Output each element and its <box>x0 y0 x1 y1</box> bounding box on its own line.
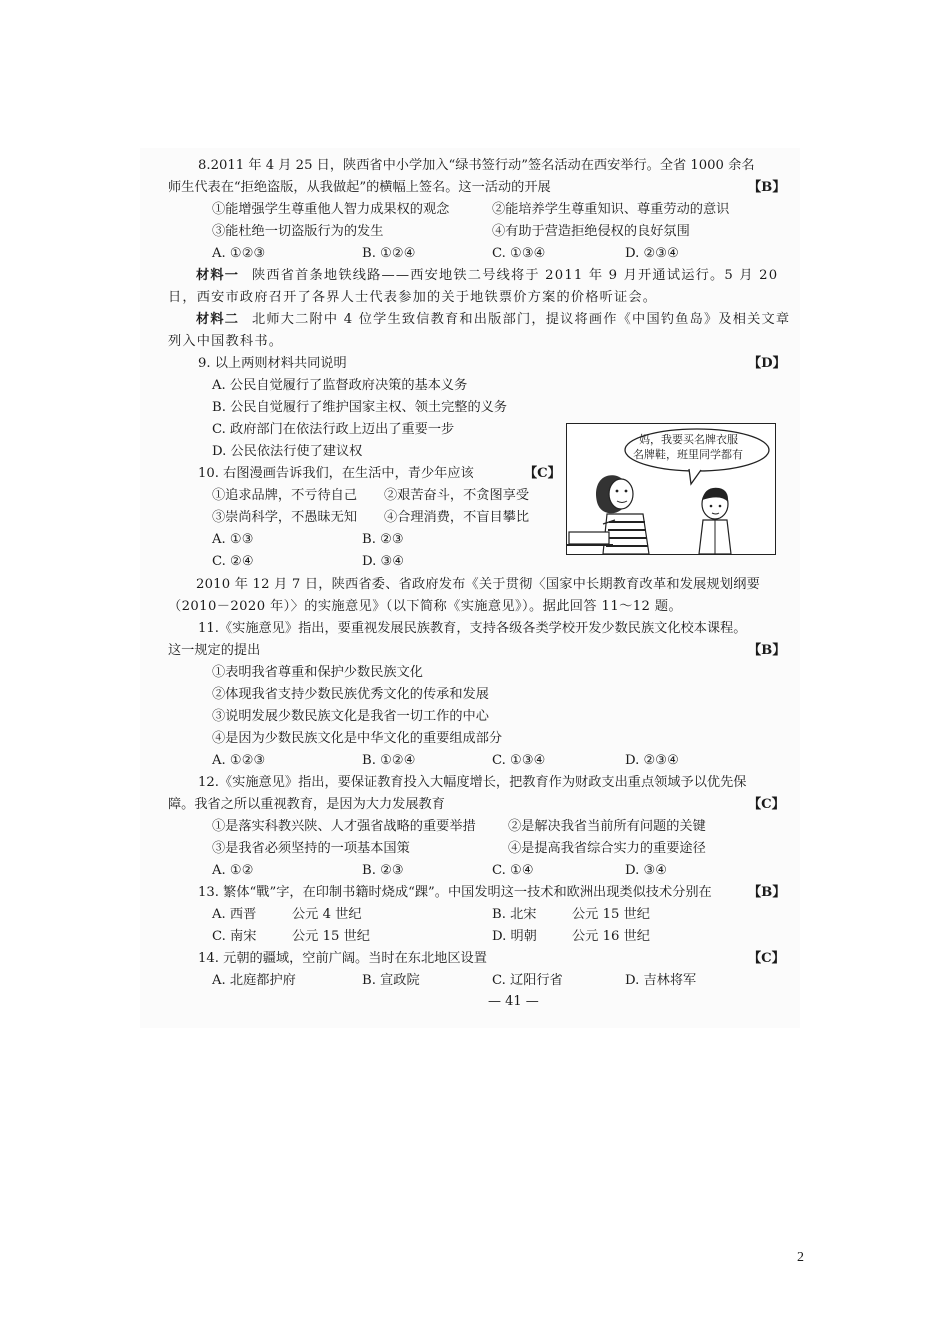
printed-page-number: — 41 — <box>488 994 539 1009</box>
q14-option-c: C. 辽阳行省 <box>492 973 563 988</box>
q8-statement-4: ④有助于营造拒绝侵权的良好氛围 <box>492 224 690 239</box>
q8-option-d: D. ②③④ <box>625 246 679 261</box>
q12-option-b: B. ②③ <box>362 863 404 878</box>
material-2-line-2: 列入中国教科书。 <box>168 334 284 349</box>
q12-option-a: A. ①② <box>212 863 254 878</box>
q8-option-a: A. ①②③ <box>212 246 266 261</box>
material-1-line-2: 日，西安市政府召开了各界人士代表参加的关于地铁票价方案的价格听证会。 <box>168 290 658 305</box>
q14-answer: 【C】 <box>748 951 785 966</box>
q10-option-d: D. ③④ <box>362 554 405 569</box>
q14-option-d: D. 吉林将军 <box>625 973 697 988</box>
q8-line-2: 师生代表在“拒绝盗版，从我做起”的横幅上签名。这一活动的开展 <box>168 180 551 195</box>
q13-answer: 【B】 <box>748 885 786 900</box>
q13-option-d-label: D. 明朝 <box>492 929 537 944</box>
q12-statement-4: ④是提高我省综合实力的重要途径 <box>508 841 706 856</box>
q13-option-a-label: A. 西晋 <box>212 907 257 922</box>
q11-statement-4: ④是因为少数民族文化是中华文化的重要组成部分 <box>212 731 503 746</box>
q11-statement-1: ①表明我省尊重和保护少数民族文化 <box>212 665 423 680</box>
q12-answer: 【C】 <box>748 797 785 812</box>
q10-option-c: C. ②④ <box>212 554 254 569</box>
q13-option-b-time: 公元 15 世纪 <box>572 907 650 922</box>
q10-answer: 【C】 <box>524 466 561 481</box>
q12-statement-1: ①是落实科教兴陕、人才强省战略的重要举措 <box>212 819 476 834</box>
q8-option-b: B. ①②④ <box>362 246 416 261</box>
q10-statement-1: ①追求品牌，不亏待自己 <box>212 488 358 503</box>
q12-statement-2: ②是解决我省当前所有问题的关键 <box>508 819 706 834</box>
q12-option-c: C. ①④ <box>492 863 534 878</box>
q8-answer: 【B】 <box>748 180 786 195</box>
q13-option-c-time: 公元 15 世纪 <box>292 929 370 944</box>
q11-statement-3: ③说明发展少数民族文化是我省一切工作的中心 <box>212 709 489 724</box>
q10-stem: 10. 右图漫画告诉我们，在生活中，青少年应该 <box>198 466 474 481</box>
q9-option-d: D. 公民依法行使了建议权 <box>212 444 363 459</box>
q9-answer: 【D】 <box>748 356 786 371</box>
q12-line-1: 12.《实施意见》指出，要保证教育投入大幅度增长，把教育作为财政支出重点领域予以优先保 <box>198 775 747 790</box>
q12-option-d: D. ③④ <box>625 863 668 878</box>
q10-statement-3: ③崇尚科学，不愚昧无知 <box>212 510 358 525</box>
speech-bubble-line-2: 名牌鞋，班里同学都有 <box>633 448 743 461</box>
q9-option-a: A. 公民自觉履行了监督政府决策的基本义务 <box>212 378 468 393</box>
q11-line-2: 这一规定的提出 <box>168 643 261 658</box>
q9-option-b: B. 公民自觉履行了维护国家主权、领土完整的义务 <box>212 400 508 415</box>
q13-stem: 13. 繁体“戰”字，在印制书籍时烧成“踝”。中国发明这一技术和欧洲出现类似技术分别在 <box>198 885 712 900</box>
q9-stem: 9. 以上两则材料共同说明 <box>198 356 347 371</box>
q8-statement-2: ②能培养学生尊重知识、尊重劳动的意识 <box>492 202 730 217</box>
intro-line-1: 2010 年 12 月 7 日，陕西省委、省政府发布《关于贯彻〈国家中长期教育改革和发展规划纲要 <box>196 577 761 592</box>
q11-option-d: D. ②③④ <box>625 753 679 768</box>
q11-answer: 【B】 <box>748 643 786 658</box>
q10-statement-4: ④合理消费，不盲目攀比 <box>384 510 530 525</box>
q12-statement-3: ③是我省必须坚持的一项基本国策 <box>212 841 410 856</box>
q14-option-b: B. 宣政院 <box>362 973 420 988</box>
cartoon-illustration <box>566 423 776 555</box>
q11-line-1: 11.《实施意见》指出，要重视发展民族教育，支持各级各类学校开发少数民族文化校本课程。 <box>198 621 747 636</box>
q10-option-b: B. ②③ <box>362 532 404 547</box>
q11-option-a: A. ①②③ <box>212 753 266 768</box>
q9-option-c: C. 政府部门在依法行政上迈出了重要一步 <box>212 422 455 437</box>
q13-option-b-label: B. 北宋 <box>492 907 537 922</box>
intro-line-2: （2010－2020 年）〉的实施意见》（以下简称《实施意见》）。据此回答 11～12 题。 <box>168 599 683 614</box>
q12-line-2: 障。我省之所以重视教育，是因为大力发展教育 <box>168 797 445 812</box>
q10-statement-2: ②艰苦奋斗，不贪图享受 <box>384 488 530 503</box>
speech-bubble-line-1: 妈，我要买名牌衣服 <box>639 433 738 446</box>
q11-option-c: C. ①③④ <box>492 753 546 768</box>
q11-option-b: B. ①②④ <box>362 753 416 768</box>
q8-statement-3: ③能杜绝一切盗版行为的发生 <box>212 224 384 239</box>
q13-option-a-time: 公元 4 世纪 <box>292 907 362 922</box>
q8-statement-1: ①能增强学生尊重他人智力成果权的观念 <box>212 202 450 217</box>
q11-statement-2: ②体现我省支持少数民族优秀文化的传承和发展 <box>212 687 489 702</box>
q13-option-c-label: C. 南宋 <box>212 929 257 944</box>
q8-option-c: C. ①③④ <box>492 246 546 261</box>
q14-option-a: A. 北庭都护府 <box>212 973 296 988</box>
material-2-line-1: 北师大二附中 4 位学生致信教育和出版部门，提议将画作《中国钓鱼岛》及相关文章 <box>252 312 791 327</box>
material-2-label: 材料二 <box>196 312 240 327</box>
material-1-label: 材料一 <box>196 268 240 283</box>
document-page-number: 2 <box>797 1250 804 1265</box>
q10-option-a: A. ①③ <box>212 532 254 547</box>
q14-stem: 14. 元朝的疆域，空前广阔。当时在东北地区设置 <box>198 951 487 966</box>
q13-option-d-time: 公元 16 世纪 <box>572 929 650 944</box>
q8-line-1: 8.2011 年 4 月 25 日，陕西省中小学加入“绿书签行动”签名活动在西安举行。全省 1000 余名 <box>198 158 755 173</box>
material-1-line-1: 陕西省首条地铁线路——西安地铁二号线将于 2011 年 9 月开通试运行。5 月 20 <box>252 268 779 283</box>
